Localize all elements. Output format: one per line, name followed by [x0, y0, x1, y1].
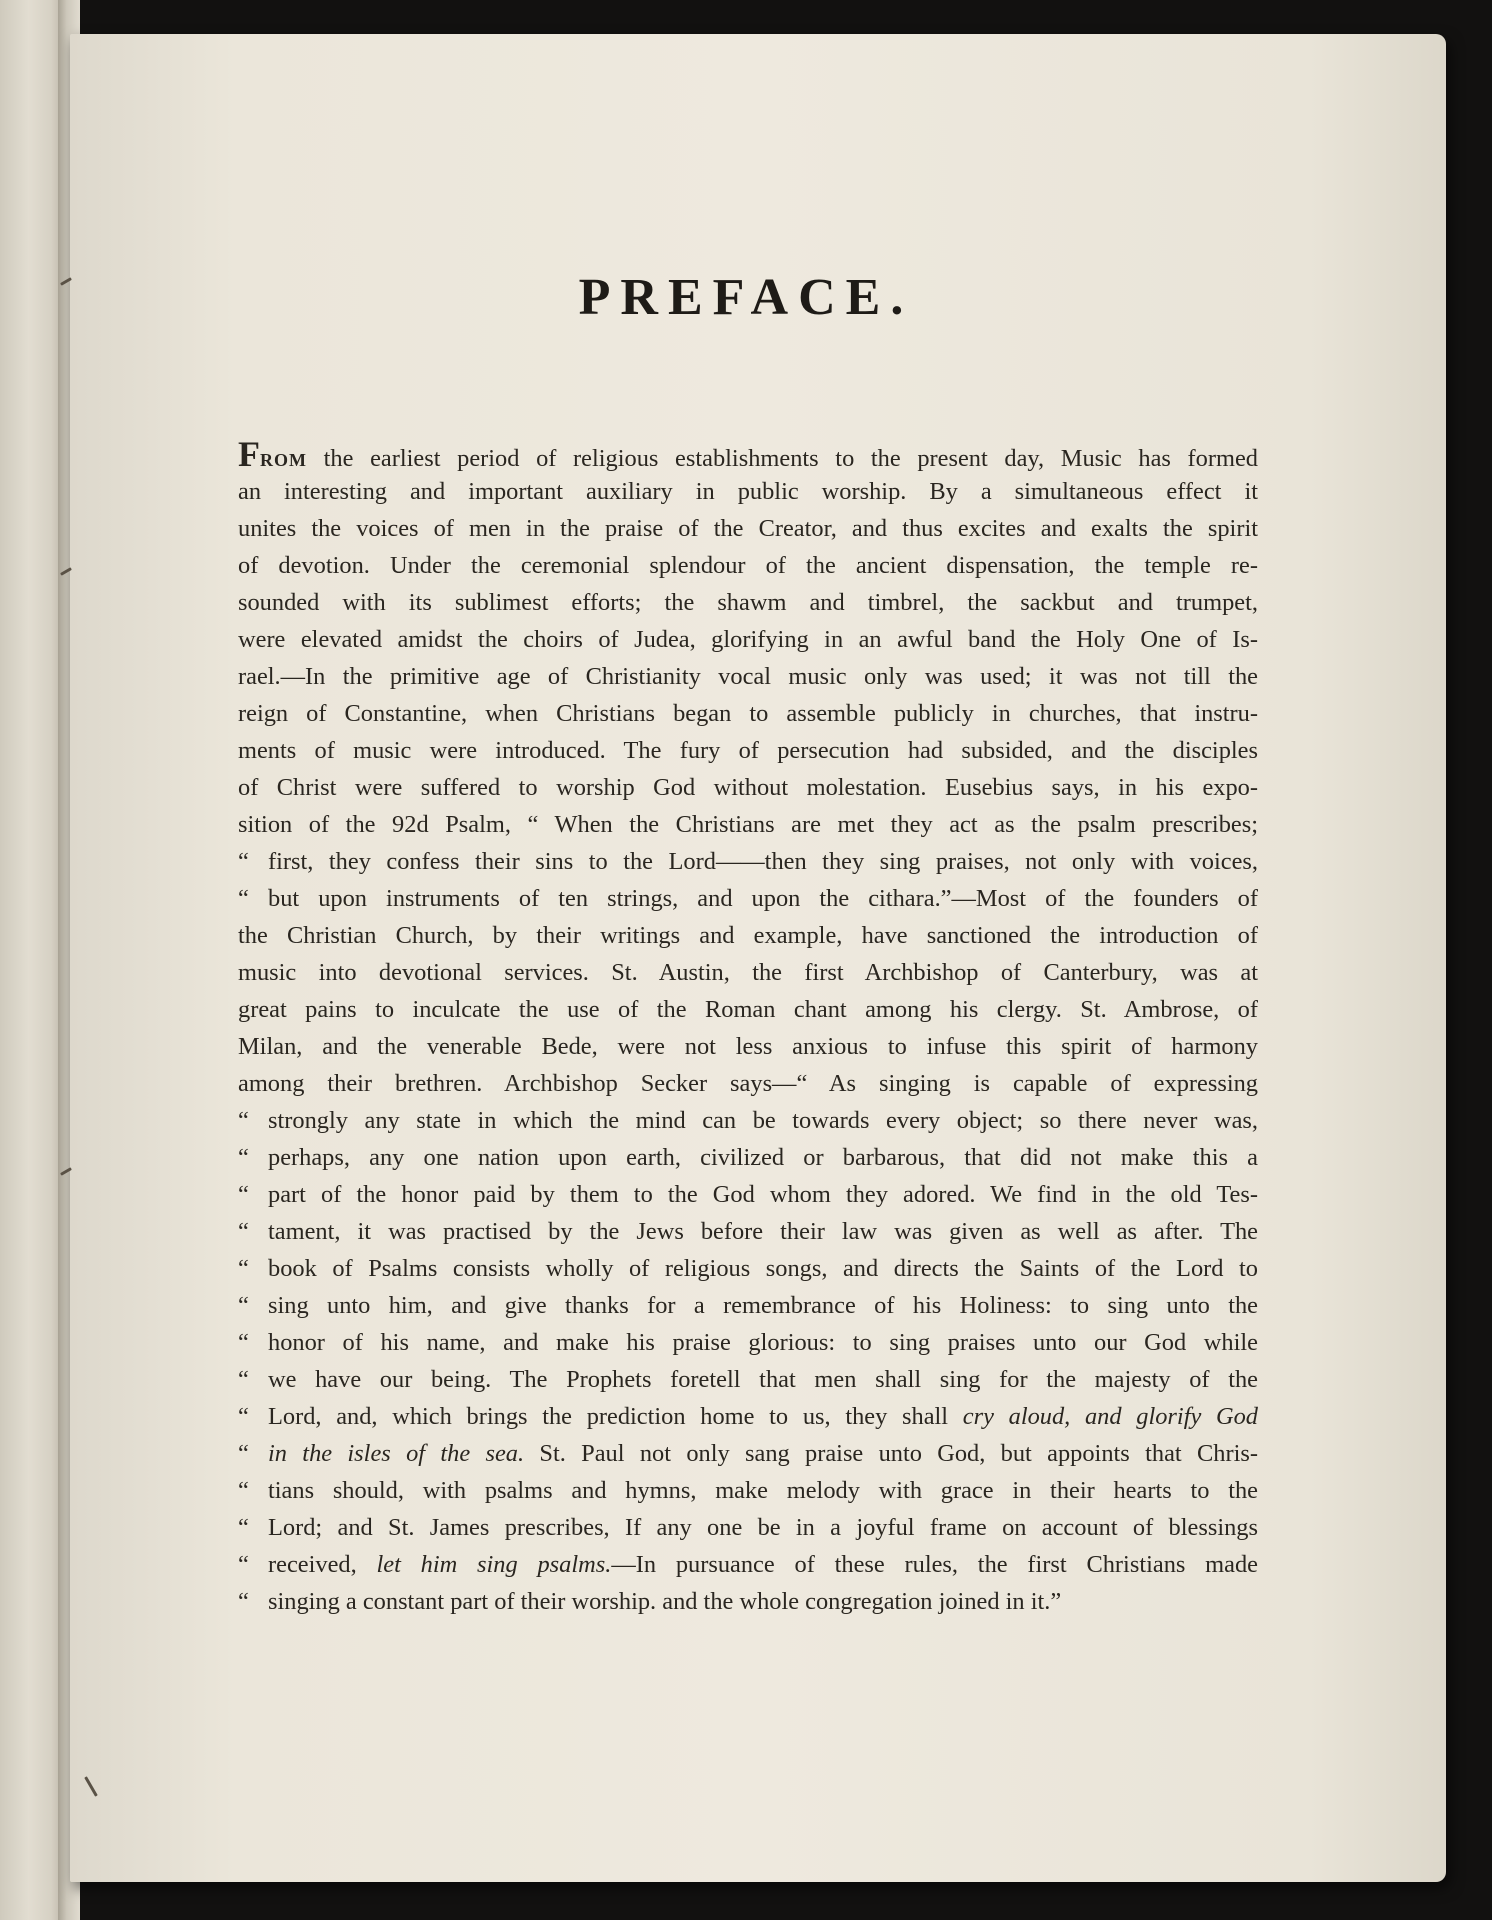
- line-text: the earliest period of religious establishments to the present day, Music has formed: [323, 445, 1258, 472]
- line-text: tians should, with psalms and hymns, make melody with grace in their hearts to the: [268, 1477, 1258, 1504]
- italic-text: cry aloud, and glorify God: [962, 1403, 1258, 1430]
- text-line: [238, 1324, 1258, 1361]
- quote-mark: “: [238, 1107, 249, 1134]
- quote-mark: “: [238, 848, 249, 875]
- text-line: [238, 1583, 1258, 1620]
- text-line: [238, 1287, 1258, 1324]
- line-text: sing unto him, and give thanks for a remembrance of his Holiness: to sing unto the: [268, 1292, 1258, 1319]
- line-text: part of the honor paid by them to the God whom they adored. We find in the old Tes-: [268, 1181, 1258, 1208]
- page-title: PREFACE.: [578, 269, 914, 326]
- quote-mark: “: [238, 1329, 249, 1356]
- small-caps: ROM: [260, 450, 307, 470]
- text-line: among their brethren. Archbishop Secker says—“ As singing is capable of expressing: [238, 1070, 1258, 1097]
- line-text: we have our being. The Prophets foretell that men shall sing for the majesty of the: [268, 1366, 1258, 1393]
- line-text: book of Psalms consists wholly of religious songs, and directs the Saints of the Lord to: [268, 1255, 1258, 1282]
- text-line: Milan, and the venerable Bede, were not less anxious to infuse this spirit of harmony: [238, 1033, 1258, 1060]
- italic-text: let him sing psalms.: [376, 1551, 612, 1578]
- italic-text: in the isles of the sea.: [268, 1440, 525, 1467]
- line-text: Lord, and, which brings the prediction home to us, they shall: [268, 1403, 963, 1430]
- text-line: rael.—In the primitive age of Christianity vocal music only was used; it was not till the: [238, 663, 1258, 690]
- text-line: [238, 1398, 1258, 1435]
- text-line: [238, 843, 1258, 880]
- quote-mark: “: [238, 1403, 249, 1430]
- text-line: [238, 1250, 1258, 1287]
- text-line: [238, 1435, 1258, 1472]
- text-line: [238, 1361, 1258, 1398]
- quote-mark: “: [238, 1218, 249, 1245]
- text-line: music into devotional services. St. Austin, the first Archbishop of Canterbury, was at: [238, 959, 1258, 986]
- line-text: tament, it was practised by the Jews before their law was given as well as after. The: [268, 1218, 1258, 1245]
- quote-mark: “: [238, 1292, 249, 1319]
- text-line: [238, 436, 1258, 473]
- text-line: sounded with its sublimest efforts; the shawm and timbrel, the sackbut and trumpet,: [238, 589, 1258, 616]
- drop-cap: F: [238, 434, 260, 474]
- text-line: of Christ were suffered to worship God without molestation. Eusebius says, in his expo-: [238, 774, 1258, 801]
- preface-text: [238, 436, 1258, 1620]
- text-line: [238, 1139, 1258, 1176]
- text-line: sition of the 92d Psalm, “ When the Christians are met they act as the psalm prescribes;: [238, 811, 1258, 838]
- line-text: St. Paul not only sang praise unto God, but appoints that Chris-: [524, 1440, 1258, 1467]
- quote-mark: “: [238, 1144, 249, 1171]
- text-line: [238, 1472, 1258, 1509]
- line-text: but upon instruments of ten strings, and upon the cithara.”—Most of the founders of: [268, 885, 1258, 912]
- text-line: were elevated amidst the choirs of Judea, glorifying in an awful band the Holy One of Is-: [238, 626, 1258, 653]
- text-line: reign of Constantine, when Christians began to assemble publicly in churches, that instru-: [238, 700, 1258, 727]
- line-text: honor of his name, and make his praise glorious: to sing praises unto our God while: [268, 1329, 1258, 1356]
- text-line: [238, 1213, 1258, 1250]
- quote-mark: “: [238, 1366, 249, 1393]
- quote-mark: “: [238, 1514, 249, 1541]
- text-line: unites the voices of men in the praise of the Creator, and thus excites and exalts the spirit: [238, 515, 1258, 542]
- text-line: the Christian Church, by their writings and example, have sanctioned the introduction of: [238, 922, 1258, 949]
- quote-mark: “: [238, 1477, 249, 1504]
- quote-mark: “: [238, 1588, 249, 1615]
- quote-mark: “: [238, 1551, 249, 1578]
- line-text: Lord; and St. James prescribes, If any one be in a joyful frame on account of blessings: [268, 1514, 1258, 1541]
- text-line: [238, 1102, 1258, 1139]
- text-line: great pains to inculcate the use of the Roman chant among his clergy. St. Ambrose, of: [238, 996, 1258, 1023]
- text-line: [238, 880, 1258, 917]
- text-line: [238, 1546, 1258, 1583]
- line-text: perhaps, any one nation upon earth, civilized or barbarous, that did not make this a: [268, 1144, 1258, 1171]
- quote-mark: “: [238, 885, 249, 912]
- text-line: [238, 1176, 1258, 1213]
- quote-mark: “: [238, 1255, 249, 1282]
- line-text: received,: [268, 1551, 377, 1578]
- quote-mark: “: [238, 1181, 249, 1208]
- text-line: [238, 1509, 1258, 1546]
- line-text: first, they confess their sins to the Lord——then they sing praises, not only with voices,: [268, 848, 1258, 875]
- line-text: strongly any state in which the mind can be towards every object; so there never was,: [268, 1107, 1258, 1134]
- quote-mark: “: [238, 1440, 249, 1467]
- text-line: of devotion. Under the ceremonial splendour of the ancient dispensation, the temple re-: [238, 552, 1258, 579]
- text-line: an interesting and important auxiliary in public worship. By a simultaneous effect it: [238, 478, 1258, 505]
- line-text: singing a constant part of their worship. and the whole congregation joined in it.”: [268, 1588, 1062, 1615]
- text-line: ments of music were introduced. The fury of persecution had subsided, and the disciples: [238, 737, 1258, 764]
- line-text: —In pursuance of these rules, the first Christians made: [611, 1551, 1258, 1578]
